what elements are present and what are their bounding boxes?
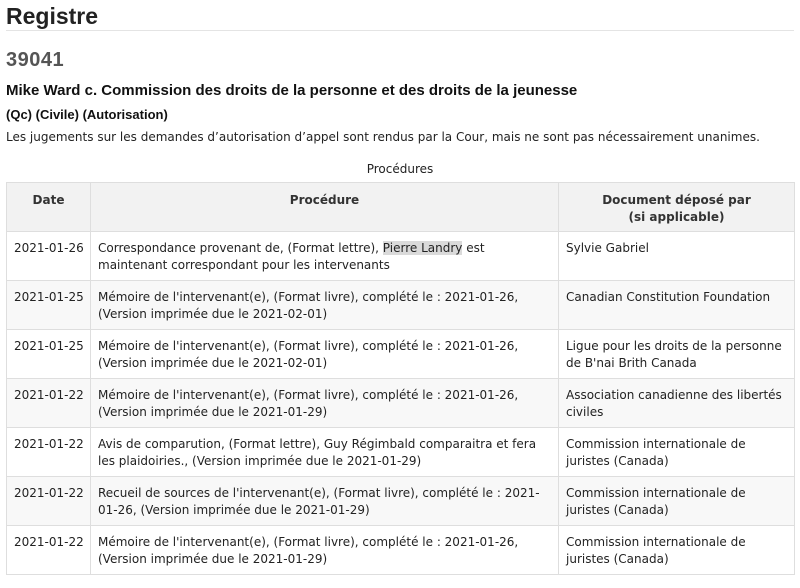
row-date: 2021-01-25 [7,281,91,330]
header-document-line2: (si applicable) [628,210,725,224]
table-row [7,379,795,428]
procedures-table [6,182,795,575]
row-filed-by: Canadian Constitution Foundation [559,281,795,330]
case-tags: (Qc) (Civile) (Autorisation) [6,107,168,122]
table-row [7,526,795,575]
row-filed-by: Sylvie Gabriel [559,232,795,281]
table-caption: Procédures [366,162,434,176]
row-date: 2021-01-22 [7,379,91,428]
table-row [7,477,795,526]
row-filed-by: Association canadienne des libertés civiles [559,379,795,428]
header-document [559,183,795,232]
row-procedure: Avis de comparution, (Format lettre), Guy Régimbald comparaitra et fera les plaidoiries., (Version imprimée due le 2021-01-29) [91,428,559,477]
row-date: 2021-01-26 [7,232,91,281]
header-date: Date [7,183,91,232]
row-date: 2021-01-22 [7,428,91,477]
row-date: 2021-01-25 [7,330,91,379]
procedure-text: Correspondance provenant de, (Format lettre), [98,241,383,255]
row-filed-by: Commission internationale de juristes (Canada) [559,428,795,477]
case-number: 39041 [6,49,65,71]
row-filed-by: Commission internationale de juristes (Canada) [559,526,795,575]
row-procedure [91,232,559,281]
row-procedure: Mémoire de l'intervenant(e), (Format livre), complété le : 2021-01-26, (Version imprimée due le 2021-01-29) [91,526,559,575]
table-row [7,330,795,379]
procedure-text: est maintenant correspondant pour les intervenants [98,241,485,272]
row-procedure: Recueil de sources de l'intervenant(e), (Format livre), complété le : 2021-01-26, (Version imprimée due le 2021-01-29) [91,477,559,526]
table-row [7,232,795,281]
header-procedure: Procédure [91,183,559,232]
row-procedure: Mémoire de l'intervenant(e), (Format livre), complété le : 2021-01-26, (Version imprimée due le 2021-02-01) [91,281,559,330]
highlighted-name: Pierre Landry [382,241,463,255]
page-heading: Registre [6,0,794,31]
row-filed-by: Commission internationale de juristes (Canada) [559,477,795,526]
table-header-row [7,183,795,232]
row-date: 2021-01-22 [7,477,91,526]
row-procedure: Mémoire de l'intervenant(e), (Format livre), complété le : 2021-01-26, (Version imprimée due le 2021-01-29) [91,379,559,428]
table-row [7,281,795,330]
row-date: 2021-01-22 [7,526,91,575]
table-row [7,428,795,477]
row-filed-by: Ligue pour les droits de la personne de B'nai Brith Canada [559,330,795,379]
row-procedure: Mémoire de l'intervenant(e), (Format livre), complété le : 2021-01-26, (Version imprimée due le 2021-02-01) [91,330,559,379]
decision-notice: Les jugements sur les demandes d’autorisation d’appel sont rendus par la Cour, mais ne sont pas nécessairement unanimes. [6,130,760,144]
case-title: Mike Ward c. Commission des droits de la personne et des droits de la jeunesse [6,82,578,99]
header-document-line1: Document déposé par [602,193,751,207]
